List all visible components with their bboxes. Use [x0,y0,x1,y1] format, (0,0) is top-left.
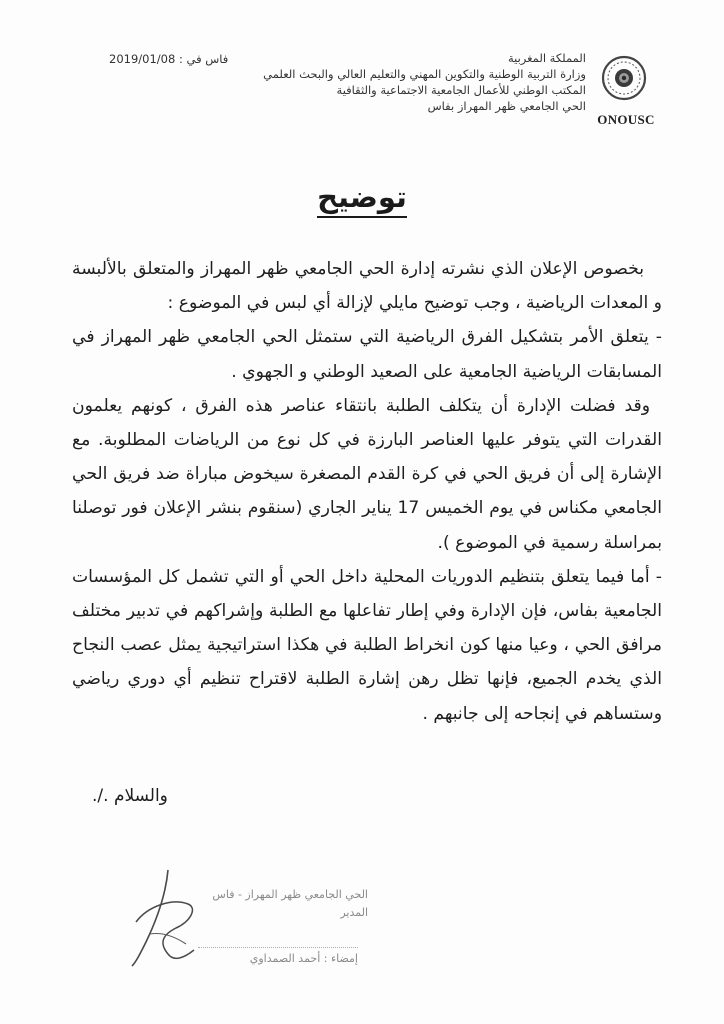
paragraph-teams: - يتعلق الأمر بتشكيل الفرق الرياضية التي ستمثل الحي الجامعي ظهر المهراز في المسابقات الرياضية الجامعية على الصعيد الوطني و الجهوي . [72,327,662,382]
onousc-logo [590,52,662,138]
stamp-signatory: إمضاء : أحمد الصمداوي [249,952,358,965]
logo-text: ONOUSC [597,112,655,127]
header-line-residence: الحي الجامعي ظهر المهراز بفاس [427,99,586,113]
paragraph-intro: بخصوص الإعلان الذي نشرته إدارة الحي الجامعي ظهر المهراز والمتعلق بالألبسة و المعدات الرياضية ، وجب توضيح مايلي لإزالة أي لبس في الموضوع : [72,259,662,314]
header-line-ministry: وزارة التربية الوطنية والتكوين المهني والتعليم العالي والبحث العلمي [263,67,586,81]
document-title [0,180,724,218]
header-line-office: المكتب الوطني للأعمال الجامعية الاجتماعية والثقافية [336,83,586,97]
header-line-kingdom: المملكة المغربية [507,51,586,65]
official-stamp [188,886,368,922]
stamp-title: المدير [340,906,368,919]
title-text: توضيح [317,180,407,218]
institution-header [186,50,586,114]
document-body [72,252,662,731]
logo-emblem-icon [600,54,648,102]
paragraph-selection: وقد فضلت الإدارة أن يتكلف الطلبة بانتقاء عناصر هذه الفرق ، كونهم يعلمون القدرات التي يتوفر عليها العناصر البارزة في كل نوع من الرياضات المطلوبة. مع الإشارة إلى أن فريق الحي في كرة القدم المصغرة سيخوض مباراة ضد فريق الحي الجامعي مكناس في يوم الخميس 17 يناير الجاري (سنقوم بنشر الإعلان فور توصلنا بمراسلة رسمية في الموضوع ). [72,395,662,553]
date-value: 2019/01/08 [109,52,176,66]
date-label: فاس في : [178,52,229,66]
date-line [105,52,228,66]
signature-divider [198,947,358,948]
stamp-signature-block [128,862,388,982]
stamp-institution: الحي الجامعي ظهر المهراز - فاس [212,888,368,901]
paragraph-tournaments: - أما فيما يتعلق بتنظيم الدوريات المحلية داخل الحي أو التي تشمل كل المؤسسات الجامعية بفاس، فإن الإدارة وفي إطار تفاعلها مع الطلبة وإشراكهم في تدبير مختلف مرافق الحي ، وعيا منها كون انخراط الطلبة في هكذا استراتيجية يمثل عصب النجاح الذي يخدم الجميع، فإنها تظل رهن إشارة الطلبة لاقتراح تنظيم أي دوري رياضي وستساهم في إنجاحه إلى جانبهم . [72,566,662,724]
closing-salutation: والسلام ./. [92,786,168,806]
